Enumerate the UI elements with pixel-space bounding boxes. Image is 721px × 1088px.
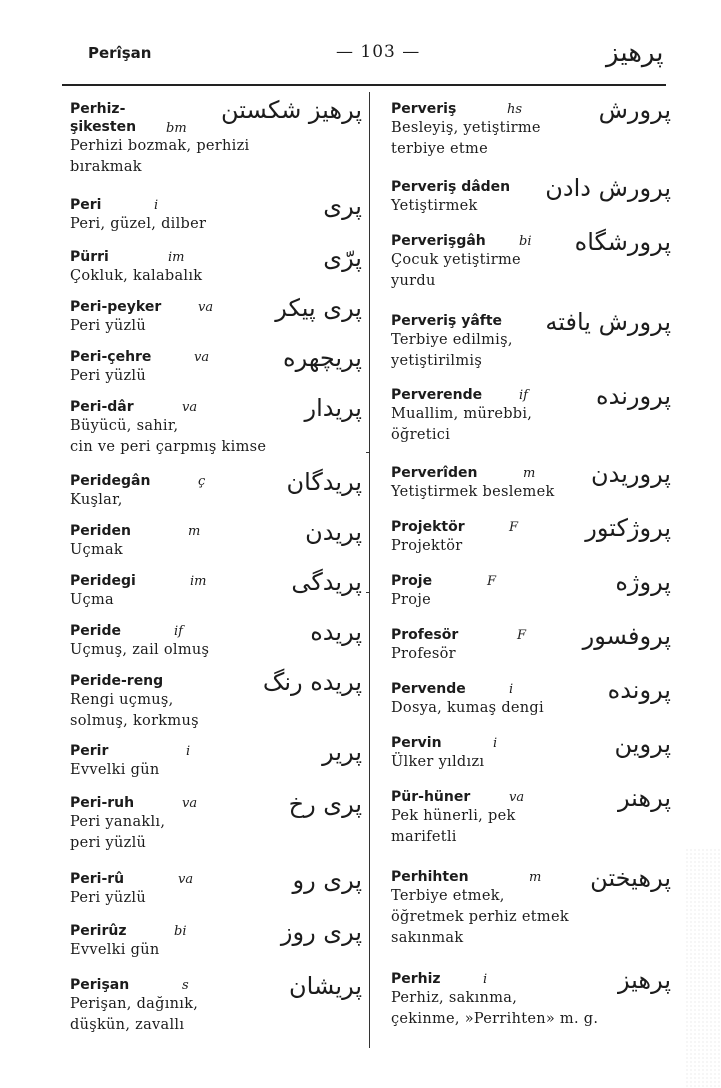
entry-arabic-script: پرورش دادن xyxy=(545,174,671,202)
headword-text: Perir xyxy=(70,743,109,759)
entry-arabic-script: پرى رخ xyxy=(288,790,362,818)
dictionary-entry xyxy=(391,308,671,372)
headword-text: Proje xyxy=(391,573,433,589)
paper-speckle xyxy=(685,848,721,1088)
headword-text: Projektör xyxy=(391,519,465,535)
dictionary-entry xyxy=(391,730,671,773)
headword-text: Peri xyxy=(70,197,102,213)
entry-arabic-script: پرى xyxy=(323,192,362,220)
headword-text: Pervende xyxy=(391,681,466,697)
headword-text: Perirûz xyxy=(70,923,127,939)
part-of-speech: va xyxy=(509,790,525,805)
headword-text: Peri-ruh xyxy=(70,795,135,811)
dictionary-entry xyxy=(391,514,671,557)
entry-arabic-script: پريدگان xyxy=(286,468,362,496)
dictionary-entry xyxy=(391,460,671,503)
headword-text: Peri-dâr xyxy=(70,399,134,415)
dictionary-entry xyxy=(70,790,362,854)
headword-text: Pervin xyxy=(391,735,442,751)
dictionary-entry xyxy=(391,784,671,848)
entry-definition: Dosya, kumaş dengi xyxy=(391,700,544,716)
entry-definition: Yetiştirmek beslemek xyxy=(391,484,555,500)
entry-definition: Rengi uçmuş, solmuş, korkmuş xyxy=(70,692,199,729)
part-of-speech: bi xyxy=(174,924,187,939)
entry-definition: Perhiz, sakınma, çekinme, »Perrihten» m. g. xyxy=(391,990,599,1027)
entry-definition: Terbiye edilmiş, yetiştirilmiş xyxy=(391,332,513,369)
entry-headword xyxy=(70,248,362,266)
dictionary-entry xyxy=(70,244,362,287)
headword-text: Peri-rû xyxy=(70,871,125,887)
entry-arabic-script: پرورنده xyxy=(596,382,671,410)
part-of-speech: va xyxy=(182,400,198,415)
entry-definition: Proje xyxy=(391,592,431,608)
entry-definition: Uçmuş, zail olmuş xyxy=(70,642,210,658)
entry-definition: Peri yanaklı, peri yüzlü xyxy=(70,814,166,851)
entry-definition: Peri yüzlü xyxy=(70,368,147,384)
headword-text: Peri-çehre xyxy=(70,349,152,365)
entry-definition: Besleyiş, yetiştirme terbiye etme xyxy=(391,120,541,157)
entry-arabic-script: پرورش يافته xyxy=(545,308,671,336)
entry-arabic-script: پريدن xyxy=(305,518,362,546)
headword-text: Peride-reng xyxy=(70,673,164,689)
entry-arabic-script: پريشان xyxy=(289,972,362,1000)
entry-definition: Ülker yıldızı xyxy=(391,754,485,770)
entry-definition: Evvelki gün xyxy=(70,762,160,778)
headword-text: Perverîden xyxy=(391,465,478,481)
dictionary-entry xyxy=(391,382,671,446)
dictionary-entry xyxy=(70,344,362,387)
running-head-arabic: پرهيز xyxy=(606,38,664,68)
entry-arabic-script: پريده xyxy=(310,618,362,646)
entry-arabic-script: پروفسور xyxy=(582,622,671,650)
entry-arabic-script: پرورش xyxy=(598,96,671,124)
part-of-speech: im xyxy=(168,250,185,265)
entry-definition: Pek hünerli, pek marifetli xyxy=(391,808,516,845)
part-of-speech: hs xyxy=(507,102,523,117)
entry-arabic-script: پرهيز شكستن xyxy=(221,96,362,124)
dictionary-entry xyxy=(70,972,362,1036)
dictionary-entry xyxy=(391,864,671,949)
headword-text: Perhiz xyxy=(391,971,441,987)
part-of-speech: bi xyxy=(519,234,532,249)
entry-arabic-script: پريچهره xyxy=(283,344,362,372)
divider-tick xyxy=(366,452,370,572)
dictionary-entry xyxy=(70,918,362,961)
entry-arabic-script: پروين xyxy=(614,730,671,758)
entry-arabic-script: پروريدن xyxy=(590,460,671,488)
entry-arabic-script: پرى پيكر xyxy=(275,294,362,322)
headword-text: Perhihten xyxy=(391,869,469,885)
entry-definition: Uçma xyxy=(70,592,114,608)
dictionary-entry xyxy=(70,468,362,511)
entry-definition: Evvelki gün xyxy=(70,942,160,958)
entry-arabic-script: پرهيختن xyxy=(590,864,671,892)
part-of-speech: m xyxy=(188,524,201,539)
entry-arabic-script: پرهنر xyxy=(617,784,671,812)
header-rule xyxy=(62,84,666,86)
dictionary-entry xyxy=(391,174,671,217)
part-of-speech: F xyxy=(487,574,497,589)
part-of-speech: va xyxy=(198,300,214,315)
part-of-speech: m xyxy=(523,466,536,481)
part-of-speech: va xyxy=(182,796,198,811)
headword-text: Pürri xyxy=(70,249,109,265)
entry-arabic-script: پروژه xyxy=(615,568,671,596)
entry-arabic-script: پرورشگاه xyxy=(574,228,671,256)
headword-text: Perveriş yâfte xyxy=(391,313,503,329)
part-of-speech: s xyxy=(182,978,189,993)
headword-text: Perverişgâh xyxy=(391,233,486,249)
part-of-speech: i xyxy=(509,682,514,697)
entry-definition: Muallim, mürebbi, öğretici xyxy=(391,406,533,443)
headword-text: Profesör xyxy=(391,627,459,643)
part-of-speech: im xyxy=(190,574,207,589)
dictionary-entry xyxy=(391,96,671,160)
entry-arabic-script: پريدار xyxy=(304,394,362,422)
headword-text: Perveriş xyxy=(391,101,457,117)
entry-arabic-script: پرّى xyxy=(323,244,362,272)
dictionary-entry xyxy=(70,192,362,235)
dictionary-entry xyxy=(391,228,671,292)
headword-text: Perverende xyxy=(391,387,483,403)
headword-text: Peri-peyker xyxy=(70,299,162,315)
dictionary-entry xyxy=(70,518,362,561)
entry-definition: Profesör xyxy=(391,646,456,662)
headword-text: Perhiz- şikesten xyxy=(70,101,137,135)
entry-arabic-script: پريدگى xyxy=(291,568,362,596)
entry-headword xyxy=(70,742,362,760)
dictionary-entry xyxy=(70,394,362,458)
entry-arabic-script: پرونده xyxy=(607,676,671,704)
entry-arabic-script: پروژكتور xyxy=(585,514,671,542)
part-of-speech: F xyxy=(509,520,519,535)
entry-definition: Projektör xyxy=(391,538,463,554)
entry-headword xyxy=(70,196,362,214)
entry-definition: Peri yüzlü xyxy=(70,890,147,906)
part-of-speech: m xyxy=(529,870,542,885)
dictionary-entry xyxy=(70,96,362,178)
part-of-speech: i xyxy=(154,198,159,213)
headword-text: Perişan xyxy=(70,977,130,993)
dictionary-entry xyxy=(70,618,362,661)
entry-definition: Çokluk, kalabalık xyxy=(70,268,203,284)
entry-arabic-script: پرى رو xyxy=(292,866,362,894)
entry-arabic-script: پرهيز xyxy=(617,966,671,994)
part-of-speech: i xyxy=(483,972,488,987)
dictionary-entry xyxy=(391,622,671,665)
dictionary-entry xyxy=(70,866,362,909)
entry-definition: Terbiye etmek, öğretmek perhiz etmek sakınmak xyxy=(391,888,569,946)
entry-definition: Kuşlar, xyxy=(70,492,123,508)
part-of-speech: if xyxy=(174,624,183,639)
headword-text: Pür-hüner xyxy=(391,789,471,805)
entry-arabic-script: پريده رنگ xyxy=(262,668,362,696)
entry-definition: Peri, güzel, dilber xyxy=(70,216,207,232)
part-of-speech: va xyxy=(194,350,210,365)
entry-arabic-script: پرى روز xyxy=(280,918,362,946)
part-of-speech: va xyxy=(178,872,194,887)
dictionary-entry xyxy=(391,966,671,1030)
headword-text: Peridegi xyxy=(70,573,136,589)
part-of-speech: F xyxy=(517,628,527,643)
entry-definition: Yetiştirmek xyxy=(391,198,478,214)
dictionary-entry xyxy=(70,668,362,732)
entry-definition: Çocuk yetiştirme yurdu xyxy=(391,252,521,289)
headword-text: Peridegân xyxy=(70,473,151,489)
dictionary-entry xyxy=(70,738,362,781)
dictionary-entry xyxy=(70,294,362,337)
entry-definition: Uçmak xyxy=(70,542,124,558)
entry-definition: Perişan, dağınık, düşkün, zavallı xyxy=(70,996,199,1033)
dictionary-entry xyxy=(391,676,671,719)
dictionary-entry xyxy=(391,568,671,611)
dictionary-entry xyxy=(70,568,362,611)
entry-definition: Peri yüzlü xyxy=(70,318,147,334)
part-of-speech: ç xyxy=(198,474,206,489)
entry-arabic-script: پرير xyxy=(322,738,362,766)
headword-text: Peride xyxy=(70,623,121,639)
part-of-speech: bm xyxy=(166,121,187,136)
running-head-word: Perîşan xyxy=(88,44,152,62)
entry-definition: Büyücü, sahir, cin ve peri çarpmış kimse xyxy=(70,418,267,455)
entry-definition: Perhizi bozmak, perhizi bırakmak xyxy=(70,138,250,175)
page-number: — 103 — xyxy=(336,42,421,62)
divider-tick xyxy=(366,592,370,593)
part-of-speech: if xyxy=(519,388,528,403)
headword-text: Periden xyxy=(70,523,131,539)
part-of-speech: i xyxy=(186,744,191,759)
part-of-speech: i xyxy=(493,736,498,751)
headword-text: Perveriş dâden xyxy=(391,179,511,195)
